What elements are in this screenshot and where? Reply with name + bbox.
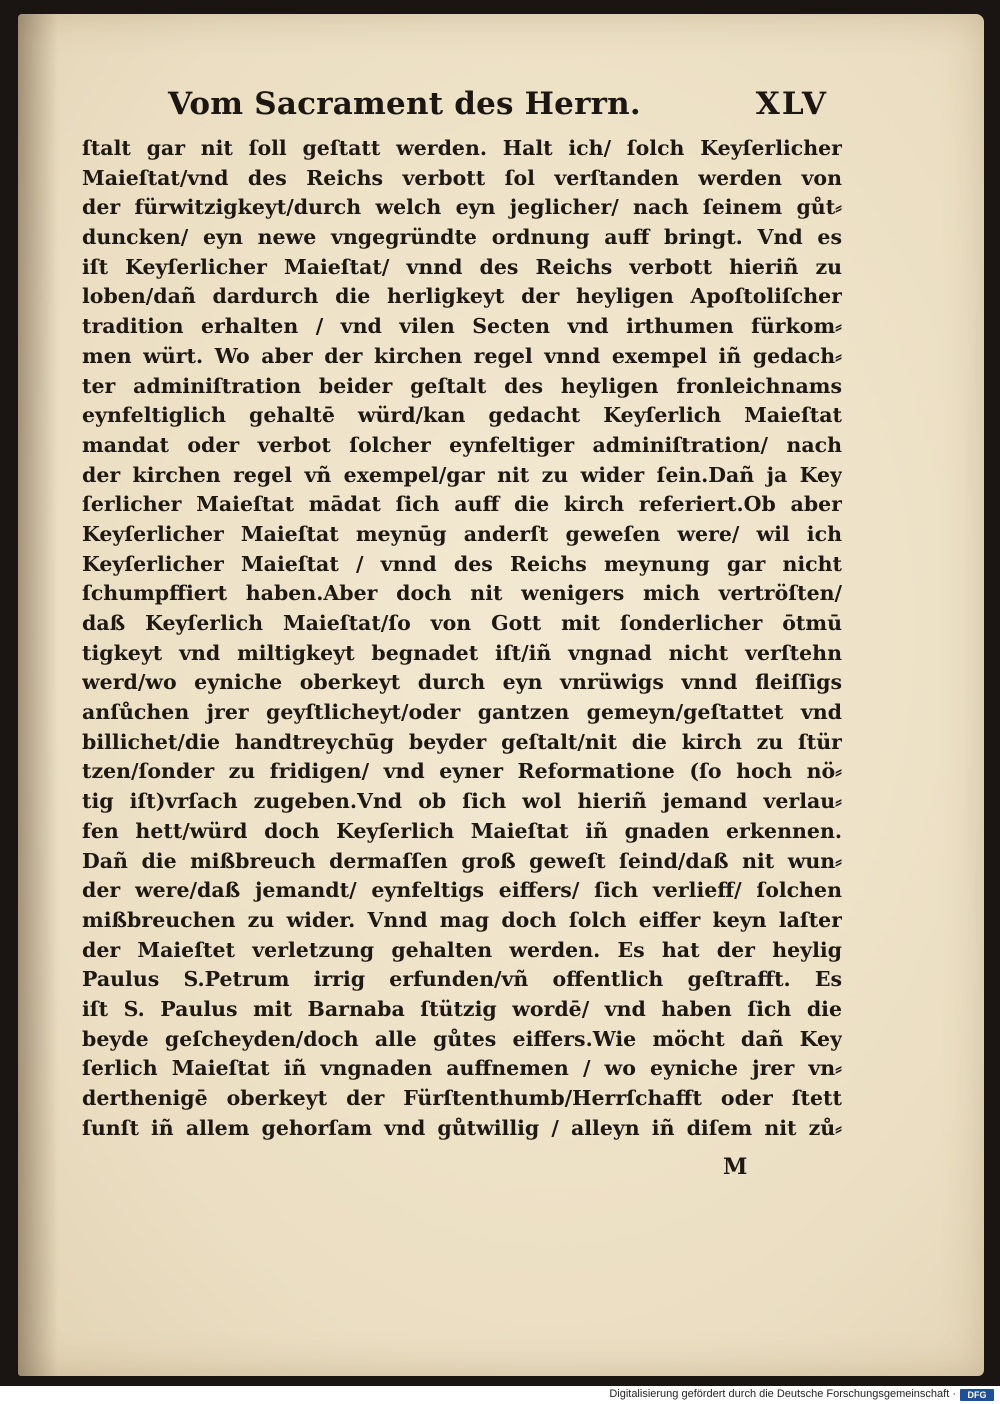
text-line: ſchumpffiert haben.Aber doch nit wenigers mich vertröſten/ xyxy=(82,581,842,606)
text-line: werd/wo eyniche oberkeyt durch eyn vnrüwigs vnnd fleiſſigs xyxy=(82,670,842,695)
text-line: daß Keyſerlich Maieſtat/ſo von Gott mit ſonderlicher ōtmū xyxy=(82,611,842,635)
text-line: der kirchen regel vñ exempel/gar nit zu wider ſein.Dañ ja Key xyxy=(82,462,842,487)
text-line: iſt Keyſerlicher Maieſtat/ vnnd des Reichs verbott hieriñ zu xyxy=(82,254,842,279)
text-line: beyde geſcheyden/doch alle gůtes eiffers.Wie möcht dañ Key xyxy=(82,1026,842,1051)
gutter-shadow xyxy=(18,14,58,1376)
text-line: tzen/ſonder zu fridigen/ vnd eyner Reformatione (ſo hoch nö⸗ xyxy=(82,759,842,784)
text-line: duncken/ eyn newe vngegründte ordnung auff bringt. Vnd es xyxy=(82,225,842,250)
text-line: men würt. Wo aber der kirchen regel vnnd exempel iñ gedach⸗ xyxy=(82,343,842,368)
text-line: loben/dañ dardurch die herligkeyt der heyligen Apoſtoliſcher xyxy=(82,284,842,309)
text-line: tigkeyt vnd miltigkeyt begnadet iſt/iñ vngnad nicht verſtehn xyxy=(82,640,842,665)
running-head-title: Vom Sacrament des Herrn. xyxy=(168,86,641,122)
catchword: M xyxy=(723,1154,748,1180)
text-line: tig iſt)vrſach zugeben.Vnd ob ſich wol hieriñ jemand verlau⸗ xyxy=(82,789,842,814)
text-line: eynfeltiglich gehaltē würd/kan gedacht Keyſerlich Maieſtat xyxy=(82,403,842,428)
text-line: mißbreuchen zu wider. Vnnd mag doch ſolch eiffer keyn laſter xyxy=(82,907,842,932)
body-text xyxy=(82,134,842,1143)
funding-credit: Digitalisierung gefördert durch die Deutsche Forschungsgemeinschaft · xyxy=(609,1388,956,1400)
text-line: ſtalt gar nit ſoll geſtatt werden. Halt ich/ ſolch Keyſerlicher xyxy=(82,136,842,160)
text-line: Paulus S.Petrum irrig erfunden/vñ offentlich geſtrafft. Es xyxy=(82,967,842,992)
text-line: der were/daß jemandt/ eynfeltigs eiffers/ ſich verlieff/ ſolchen xyxy=(82,878,842,903)
book-page xyxy=(18,14,984,1376)
footer-bar xyxy=(0,1386,1000,1404)
text-line: ſerlich Maieſtat iñ vngnaden auffnemen / wo eyniche jrer vn⸗ xyxy=(82,1056,842,1081)
text-line: Keyſerlicher Maieſtat / vnnd des Reichs meynung gar nicht xyxy=(82,551,842,576)
text-line: der Maieſtet verletzung gehalten werden. Es hat der heylig xyxy=(82,937,842,962)
text-line: Dañ die mißbreuch dermaſſen groß geweſt ſeind/daß nit wun⸗ xyxy=(82,848,842,873)
text-line: ſerlicher Maieſtat mādat ſich auff die kirch referiert.Ob aber xyxy=(82,492,842,517)
running-head xyxy=(168,86,828,136)
dfg-logo: DFG xyxy=(960,1389,994,1401)
text-line: tradition erhalten / vnd vilen Secten vnd irthumen fürkom⸗ xyxy=(82,314,842,339)
text-line: Keyſerlicher Maieſtat meynūg anderſt geweſen were/ wil ich xyxy=(82,521,842,546)
text-line: anſůchen jrer geyſtlicheyt/oder gantzen gemeyn/geſtattet vnd xyxy=(82,700,842,725)
text-line: iſt S. Paulus mit Barnaba ſtützig wordē/ vnd haben ſich die xyxy=(82,996,842,1021)
text-line: der fürwitzigkeyt/durch welch eyn jeglicher/ nach ſeinem gůt⸗ xyxy=(82,195,842,220)
text-line: billichet/die handtreychūg beyder geſtalt/nit die kirch zu ſtür xyxy=(82,729,842,754)
text-line: ſunſt iñ allem gehorſam vnd gůtwillig / alleyn iñ diſem nit zů⸗ xyxy=(82,1115,842,1140)
text-line: derthenigē oberkeyt der Fürſtenthumb/Herrſchafft oder ſtett xyxy=(82,1086,842,1110)
text-line: ter adminiſtration beider geſtalt des heyligen fronleichnams xyxy=(82,373,842,398)
text-line: mandat oder verbot ſolcher eynfeltiger adminiſtration/ nach xyxy=(82,432,842,457)
text-line: Maieſtat/vnd des Reichs verbott ſol verſtanden werden von xyxy=(82,165,842,190)
text-line: fen hett/würd doch Keyſerlich Maieſtat iñ gnaden erkennen. xyxy=(82,818,842,843)
folio-number: XLV xyxy=(755,86,828,122)
